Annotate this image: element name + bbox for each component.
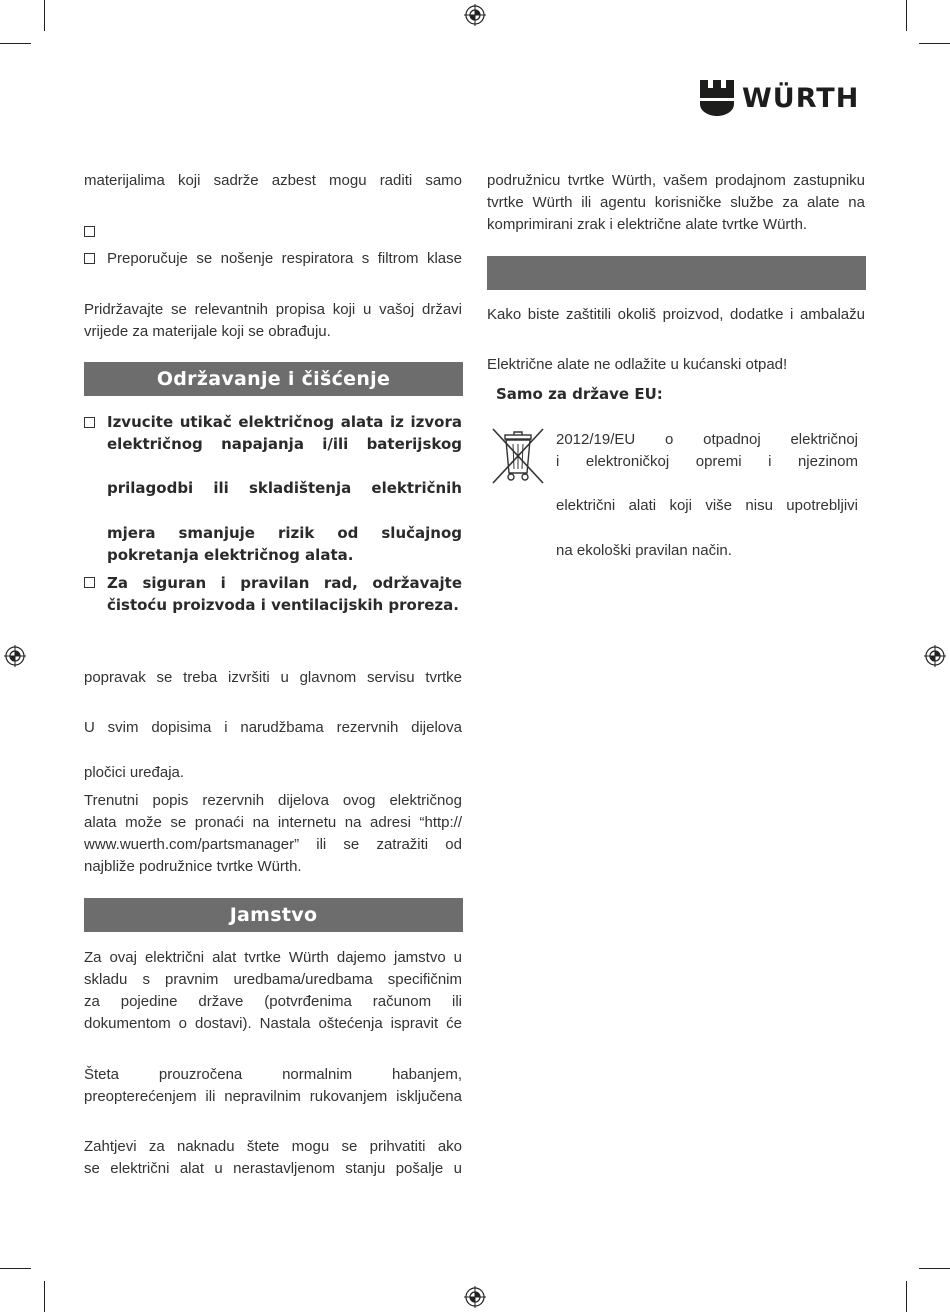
checkbox-square-icon [84, 577, 95, 588]
checkbox-square-icon [84, 253, 95, 264]
crop-mark-top-right-v [906, 0, 907, 31]
wurth-logo-icon [700, 80, 734, 116]
text-line: električni alati koji više nisu upotrebljivi [556, 497, 858, 514]
section-heading-disposal [487, 256, 866, 290]
registration-mark-icon [4, 645, 26, 667]
text-line: za pojedine države (potvrđenima računom ili [84, 993, 462, 1010]
bullet-text-bold: mjera smanjuje rizik od slučajnog [107, 524, 462, 542]
text-line: i elektroničkoj opremi i njezinom [556, 453, 858, 470]
checkbox-square-icon [84, 226, 95, 237]
text-line: Pridržavajte se relevantnih propisa koji u vašoj državi [84, 301, 462, 318]
text-line: pločici uređaja. [84, 764, 185, 781]
text-line: Šteta prouzročena normalnim habanjem, [84, 1066, 462, 1083]
text-line: vrijede za materijale koji se obrađuju. [84, 323, 331, 340]
crop-mark-bottom-right-h [919, 1268, 950, 1269]
bullet-text-bold: čistoću proizvoda i ventilacijskih proreza. [107, 596, 459, 614]
checkbox-square-icon [84, 417, 95, 428]
text-line: materijalima koji sadrže azbest mogu raditi samo [84, 172, 462, 189]
bullet-text-bold: pokretanja električnog alata. [107, 546, 354, 564]
crop-mark-bottom-left-h [0, 1268, 31, 1269]
section-heading-maintenance: Održavanje i čišćenje [84, 362, 463, 396]
crossed-out-wheelie-bin-icon [489, 425, 547, 487]
bullet-text-bold: prilagodbi ili skladištenja električnih [107, 479, 462, 497]
crop-mark-top-left-v [44, 0, 45, 31]
text-line: Kako biste zaštitili okoliš proizvod, dodatke i ambalažu [487, 306, 865, 323]
registration-mark-icon [464, 1286, 486, 1308]
text-line: dokumentom o dostavi). Nastala oštećenja ispravit će [84, 1015, 462, 1032]
brand-logo [700, 80, 859, 116]
registration-mark-icon [924, 645, 946, 667]
text-line: popravak se treba izvršiti u glavnom servisu tvrtke [84, 669, 462, 686]
text-line: alata može se pronaći na internetu na adresi “http:// [84, 814, 462, 831]
text-line: komprimirani zrak i električne alate tvrtke Würth. [487, 216, 808, 233]
bullet-text: Preporučuje se nošenje respiratora s filtrom klase [107, 250, 462, 267]
crop-mark-top-left-h [0, 43, 31, 44]
text-line: skladu s pravnim uredbama/uredbama specifičnim [84, 971, 462, 988]
crop-mark-bottom-left-v [44, 1281, 45, 1312]
text-line: Za ovaj električni alat tvrtke Würth dajemo jamstvo u [84, 949, 462, 966]
text-line: Zahtjevi za naknadu štete mogu se prihvatiti ako [84, 1138, 462, 1155]
text-line: 2012/19/EU o otpadnoj električnoj [556, 431, 858, 448]
brand-name: WÜRTH [742, 82, 860, 114]
bullet-text-bold: Izvucite utikač električnog alata iz izvora [107, 413, 462, 431]
eu-heading: Samo za države EU: [496, 385, 663, 403]
crop-mark-bottom-right-v [906, 1281, 907, 1312]
text-line: na ekološki pravilan način. [556, 542, 732, 559]
text-line: Trenutni popis rezervnih dijelova ovog električnog [84, 792, 462, 809]
text-line: podružnicu tvrtke Würth, vašem prodajnom zastupniku [487, 172, 865, 189]
bullet-text-bold: električnog napajanja i/ili baterijskog [107, 435, 462, 453]
text-line: Električne alate ne odlažite u kućanski otpad! [487, 356, 788, 373]
text-line: se električni alat u nerastavljenom stanju pošalje u [84, 1160, 462, 1177]
registration-mark-icon [464, 4, 486, 26]
bullet-text-bold: Za siguran i pravilan rad, održavajte [107, 574, 462, 592]
section-heading-warranty: Jamstvo [84, 898, 463, 932]
text-line: preopterećenjem ili nepravilnim rukovanjem isključena [84, 1088, 462, 1105]
crop-mark-top-right-h [919, 43, 950, 44]
text-line: U svim dopisima i narudžbama rezervnih dijelova [84, 719, 462, 736]
text-line: najbliže podružnice tvrtke Würth. [84, 858, 302, 875]
text-line: www.wuerth.com/partsmanager” ili se zatražiti od [84, 836, 462, 853]
text-line: tvrtke Würth ili agentu korisničke službe za alate na [487, 194, 865, 211]
